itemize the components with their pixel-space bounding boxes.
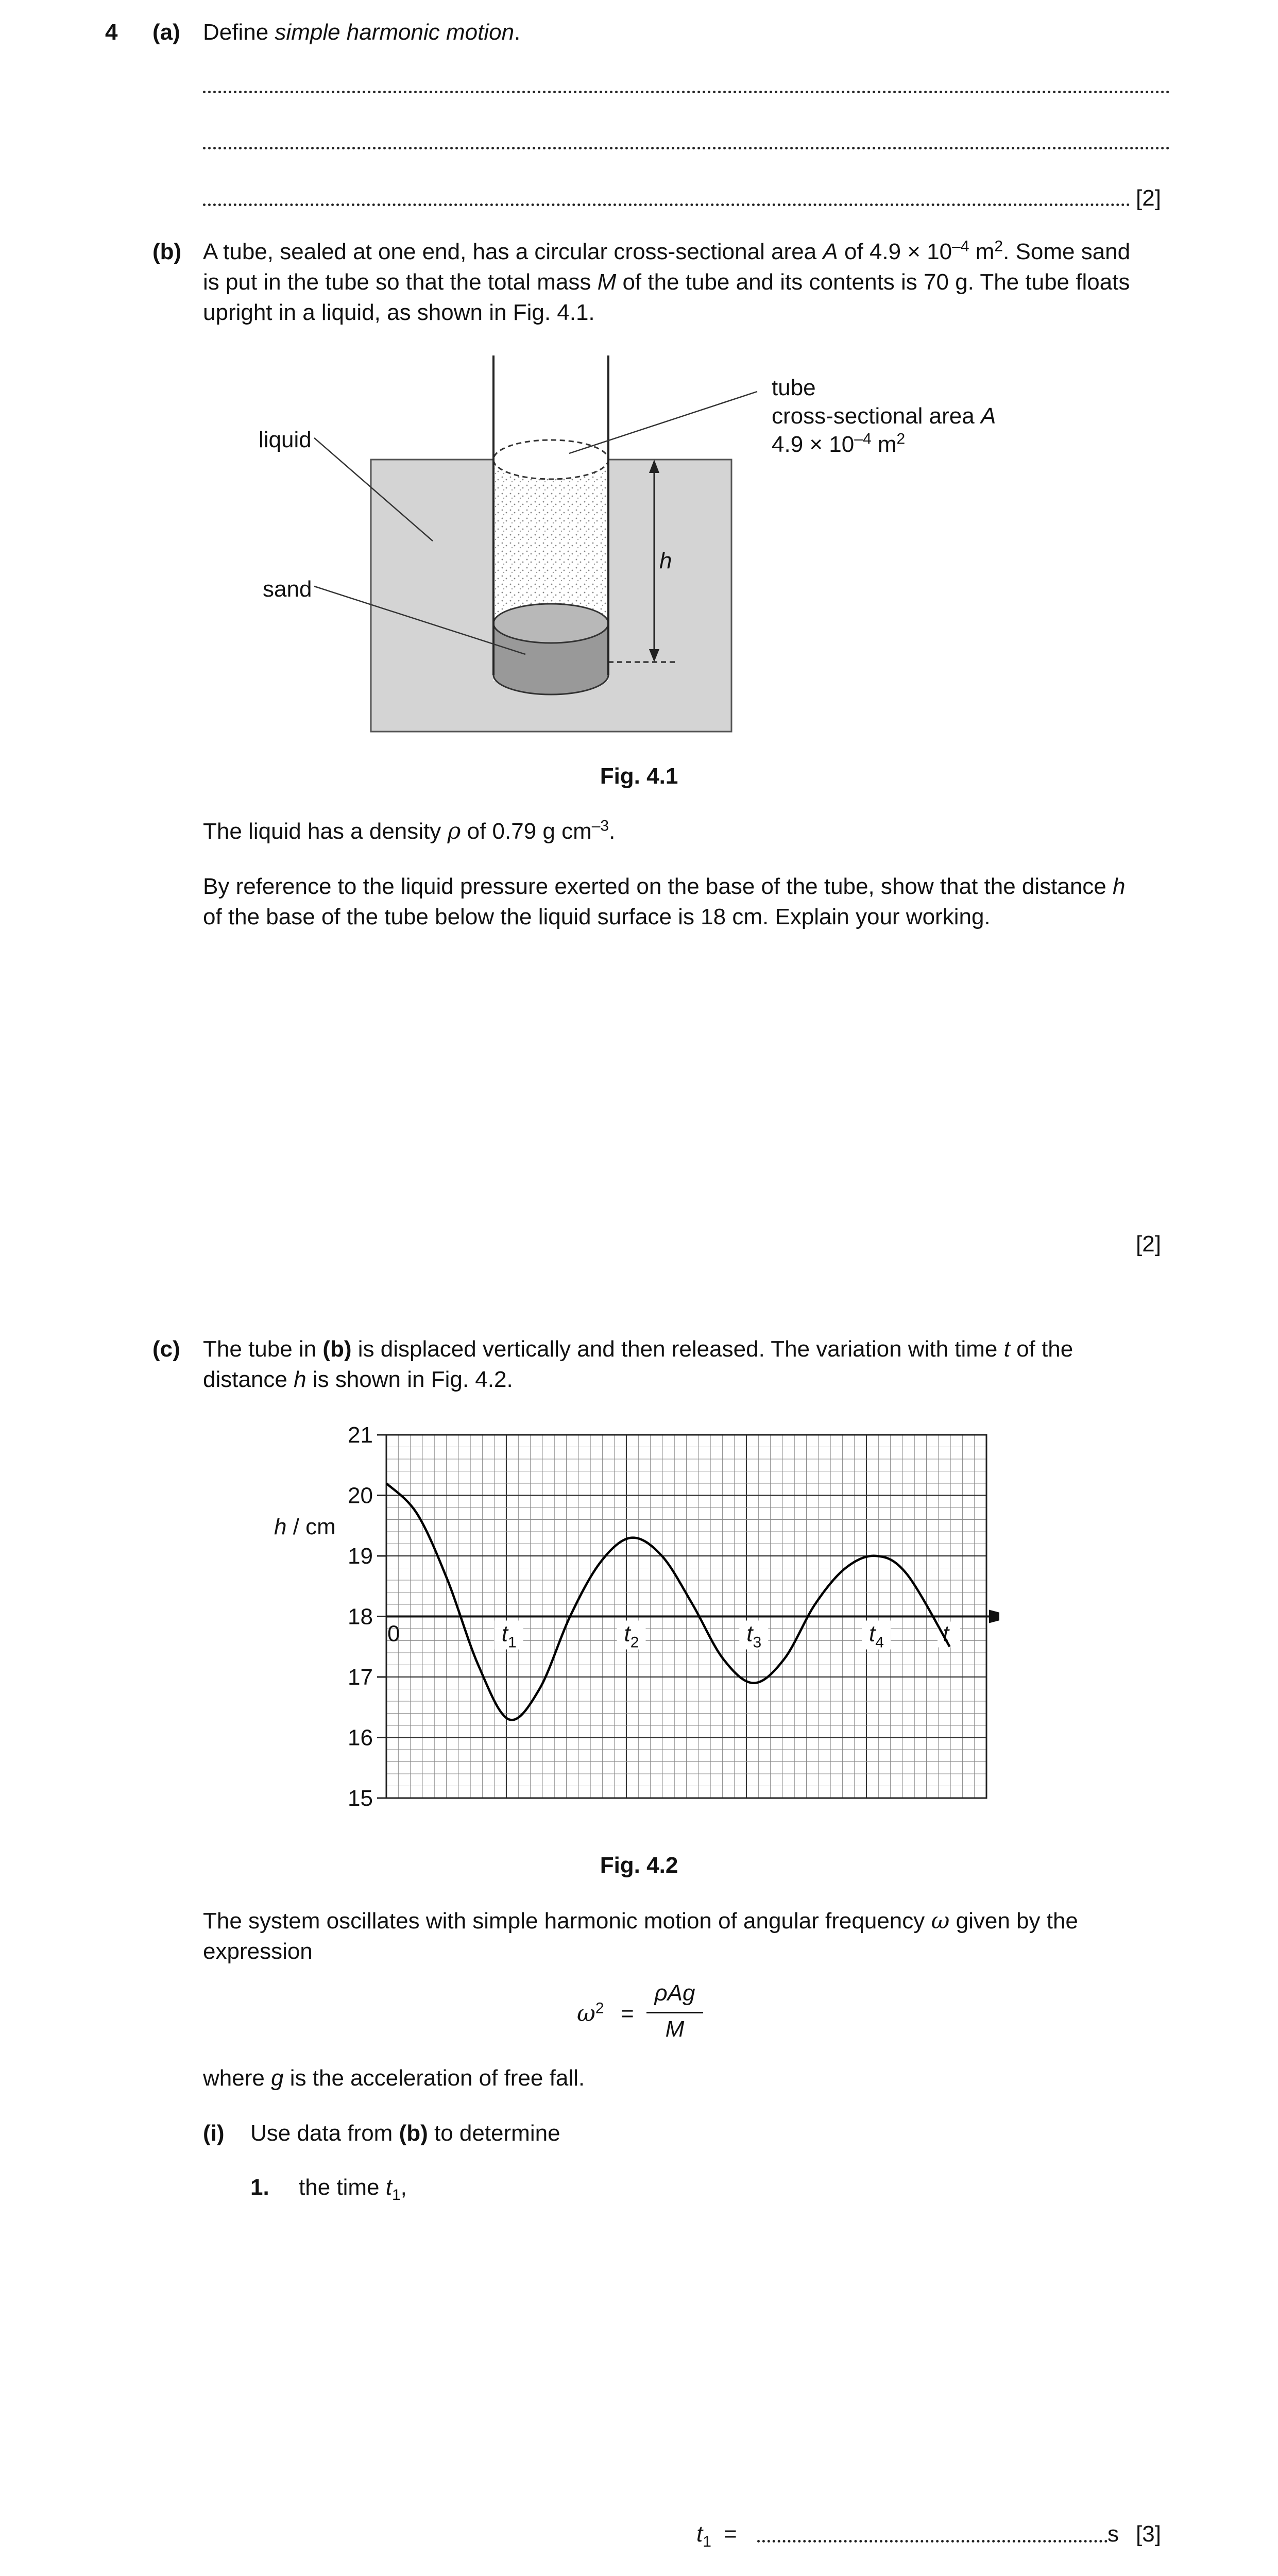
oscillation-curve xyxy=(386,1483,950,1720)
sub1-number: 1. xyxy=(250,2175,269,2200)
y-tick-label: 19 xyxy=(348,1544,373,1569)
x-origin-label: 0 xyxy=(387,1621,400,1647)
sub1-text: the time $t_1$, xyxy=(299,2175,407,2204)
t1-marks: [3] xyxy=(1136,2521,1161,2547)
y-tick-label: 21 xyxy=(348,1422,373,1448)
graph-ylabel: h / cm xyxy=(274,1514,336,1539)
part-c-line1: The tube in (b) is displaced vertically and then released. The variation with time t of the xyxy=(203,1336,1073,1362)
fig-4-1-caption: Fig. 4.1 xyxy=(600,764,678,789)
part-c-i-text: Use data from (b) to determine xyxy=(250,2121,560,2146)
label-sand: sand xyxy=(263,577,312,602)
part-b-line2: is put in the tube so that the total mass M of the tube and its contents is 70 g. The tube floats xyxy=(203,269,1130,295)
t-axis-arrow xyxy=(989,1610,999,1623)
equation-denominator: M xyxy=(665,2016,685,2042)
t1-answer-label: $t_1$ xyxy=(696,2521,711,2550)
label-tube: tube xyxy=(772,375,816,400)
t1-unit: s xyxy=(1107,2521,1119,2547)
show-line1: By reference to the liquid pressure exerted on the base of the tube, show that the distance h xyxy=(203,874,1126,899)
part-b-marks: [2] xyxy=(1136,1231,1161,1257)
label-area-value: $4.9 \times 10^{-4}$ $m^2$ xyxy=(772,430,906,457)
answer-line-a3[interactable] xyxy=(203,204,1130,206)
part-c-line2: distance h is shown in Fig. 4.2. xyxy=(203,1367,513,1392)
question-number: 4 xyxy=(105,20,118,45)
equation-equals: = xyxy=(621,2001,634,2026)
shm-line2: expression xyxy=(203,1939,313,1964)
y-tick-label: 18 xyxy=(348,1604,373,1630)
part-a-label: (a) xyxy=(152,20,180,45)
figure-4-2-graph xyxy=(309,1422,999,1824)
label-h: h xyxy=(659,548,672,573)
part-b-line1: A tube, sealed at one end, has a circular cross-sectional area A of $4.9 \times 10^{-4}$ $m^2$. Some sand xyxy=(203,238,1131,264)
y-tick-label: 15 xyxy=(348,1786,373,1811)
answer-line-a1[interactable] xyxy=(203,91,1170,93)
x-tick-label-t4: $t_4$ xyxy=(869,1621,884,1651)
y-tick-label: 17 xyxy=(348,1665,373,1690)
answer-line-a2[interactable] xyxy=(203,147,1170,149)
show-line2: of the base of the tube below the liquid surface is 18 cm. Explain your working. xyxy=(203,904,991,929)
part-b-line3: upright in a liquid, as shown in Fig. 4.1. xyxy=(203,300,595,325)
y-tick-label: 20 xyxy=(348,1483,373,1509)
tube-leader xyxy=(569,392,757,453)
figure-4-1 xyxy=(196,335,824,799)
part-a-text: Define xyxy=(203,20,275,45)
label-area: cross-sectional area A xyxy=(772,403,996,429)
where-line: where g is the acceleration of free fall. xyxy=(203,2065,585,2091)
part-a-prompt xyxy=(203,18,520,48)
part-b-label: (b) xyxy=(152,239,182,264)
equation-lhs: $\omega^2$ xyxy=(577,1999,604,2027)
sand-top xyxy=(493,604,608,643)
x-tick-label-t1: $t_1$ xyxy=(501,1621,517,1651)
part-c-label: (c) xyxy=(152,1336,180,1362)
fig-4-2-caption: Fig. 4.2 xyxy=(600,1853,678,1878)
x-tick-label-t2: $t_2$ xyxy=(624,1621,639,1651)
density-line: The liquid has a density ρ of 0.79 g $cm^{-3}$. xyxy=(203,817,616,844)
part-a-marks: [2] xyxy=(1136,185,1161,211)
part-a-italic: simple harmonic motion xyxy=(275,20,515,45)
sub2-text xyxy=(299,2573,407,2576)
t1-answer-field[interactable] xyxy=(757,2540,1107,2543)
sub2-number xyxy=(250,2573,269,2576)
equation-numerator: ρAg xyxy=(654,1980,695,2006)
t1-answer-equals: = xyxy=(724,2521,737,2547)
equation-fraction-bar xyxy=(646,2012,703,2013)
part-a-post: . xyxy=(514,20,521,45)
shm-line1: The system oscillates with simple harmonic motion of angular frequency ω given by the xyxy=(203,1908,1078,1934)
label-tube-block xyxy=(772,374,996,459)
y-tick-label: 16 xyxy=(348,1725,373,1751)
x-axis-label: t xyxy=(943,1621,949,1647)
label-liquid: liquid xyxy=(259,427,312,452)
x-tick-label-t3: $t_3$ xyxy=(746,1621,762,1651)
part-c-i-label: (i) xyxy=(203,2121,225,2146)
